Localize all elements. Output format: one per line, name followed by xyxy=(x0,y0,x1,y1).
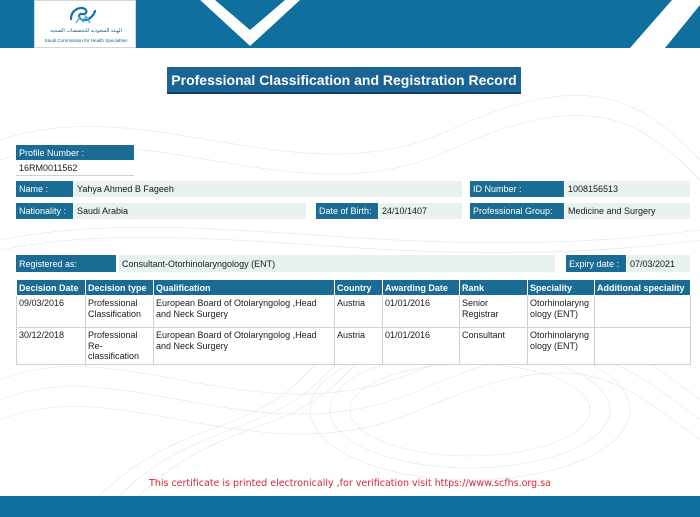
id-number-value: 1008156513 xyxy=(565,181,690,197)
cell-country: Austria xyxy=(335,296,383,328)
expiry-date-value: 07/03/2021 xyxy=(627,255,690,272)
profile-number-label: Profile Number : xyxy=(16,145,134,160)
name-value: Yahya Ahmed B Fageeh xyxy=(74,181,462,197)
cell-additional-speciality xyxy=(595,296,691,328)
cell-qualification: European Board of Otolaryngolog ,Head and Neck Surgery xyxy=(154,296,335,328)
profile-number-value: 16RM0011562 xyxy=(16,161,134,176)
logo-english-text: Saudi Commission for Health Specialties xyxy=(44,38,128,43)
cell-rank: Consultant xyxy=(460,328,528,365)
classification-records-table xyxy=(16,279,691,365)
cell-speciality: Otorhinolaryng ology (ENT) xyxy=(528,328,595,365)
cell-qualification: European Board of Otolaryngolog ,Head and Neck Surgery xyxy=(154,328,335,365)
header-country: Country xyxy=(335,280,383,296)
professional-group-label: Professional Group: xyxy=(470,203,564,219)
page-title: Professional Classification and Registration Record xyxy=(167,67,521,94)
bottom-banner xyxy=(0,496,700,517)
registered-as-label: Registered as: xyxy=(16,255,116,272)
cell-awarding-date: 01/01/2016 xyxy=(383,296,460,328)
table-row xyxy=(17,296,691,328)
header-decision-date: Decision Date xyxy=(17,280,86,296)
scfhs-logo xyxy=(34,0,136,48)
expiry-date-label: Expiry date : xyxy=(566,255,626,272)
cell-country: Austria xyxy=(335,328,383,365)
name-label: Name : xyxy=(16,181,73,197)
header-speciality: Speciality xyxy=(528,280,595,296)
cell-speciality: Otorhinolaryng ology (ENT) xyxy=(528,296,595,328)
header-additional-speciality: Additional speciality xyxy=(595,280,691,296)
cell-decision-date: 09/03/2016 xyxy=(17,296,86,328)
date-of-birth-label: Date of Birth: xyxy=(316,203,378,219)
header-qualification: Qualification xyxy=(154,280,335,296)
cell-additional-speciality xyxy=(595,328,691,365)
table-row xyxy=(17,328,691,365)
registered-as-value: Consultant-Otorhinolaryngology (ENT) xyxy=(119,255,555,272)
header-awarding-date: Awarding Date xyxy=(383,280,460,296)
date-of-birth-value: 24/10/1407 xyxy=(379,203,462,219)
id-number-label: ID Number : xyxy=(470,181,564,197)
nationality-value: Saudi Arabia xyxy=(74,203,306,219)
cell-awarding-date: 01/01/2016 xyxy=(383,328,460,365)
table-header-row xyxy=(17,280,691,296)
cell-decision-type: Professional Classification xyxy=(86,296,154,328)
logo-arabic-text: الهيئة السعودية للتخصصات الصحية xyxy=(50,28,122,34)
header-decision-type: Decision type xyxy=(86,280,154,296)
verification-note: This certificate is printed electronically ,for verification visit https://www.scfhs.org.sa xyxy=(149,478,551,489)
cell-decision-date: 30/12/2018 xyxy=(17,328,86,365)
header-rank: Rank xyxy=(460,280,528,296)
cell-decision-type: Professional Re-classification xyxy=(86,328,154,365)
professional-group-value: Medicine and Surgery xyxy=(565,203,690,219)
logo-emblem-icon xyxy=(68,5,98,27)
cell-rank: Senior Registrar xyxy=(460,296,528,328)
nationality-label: Nationality : xyxy=(16,203,73,219)
